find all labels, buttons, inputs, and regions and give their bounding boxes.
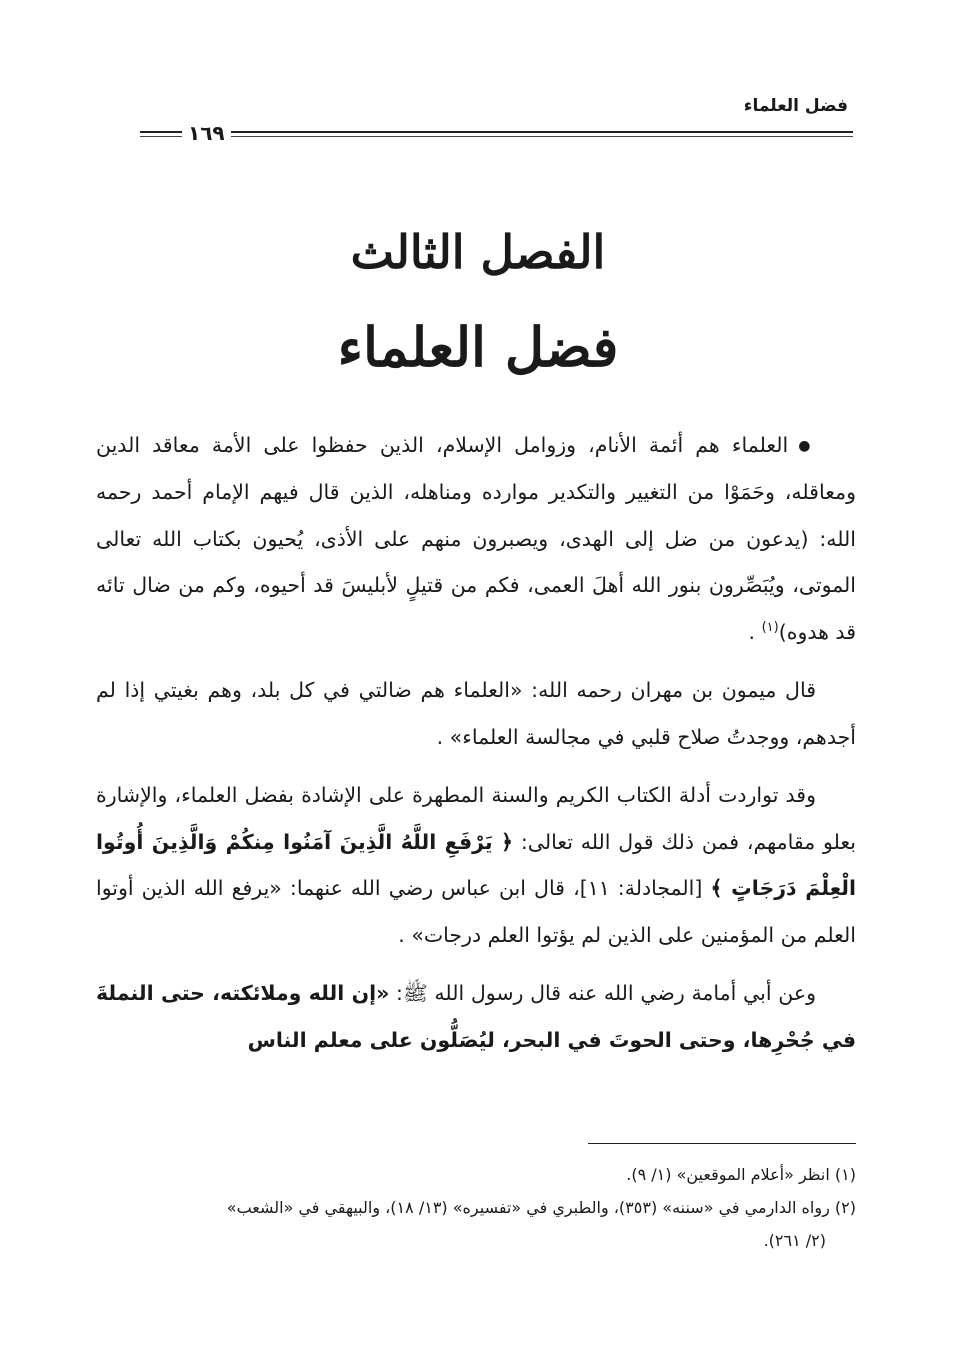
footnotes (96, 1158, 856, 1257)
chapter-label: الفصل الثالث (350, 225, 606, 279)
paragraph-3-text-b: [المجادلة: ١١]، قال ابن عباس رضي الله عنهما: «يرفع الله الذين أوتوا العلم من المؤمنين على الذين لم يؤتوا العلم درجات» . (96, 876, 856, 947)
bullet-icon: ● (798, 437, 816, 454)
page-number: ١٦٩ (182, 122, 231, 144)
paragraph-1-end: . (748, 619, 762, 644)
footnote-ref-1[interactable]: (١) (761, 619, 779, 635)
quran-verse: ﴿ يَرْفَعِ اللَّهُ الَّذِينَ آمَنُوا مِنكُمْ وَالَّذِينَ أُوتُوا الْعِلْمَ دَرَجَاتٍ ﴾ (96, 829, 856, 901)
hadith-text: «إن الله وملائكته، حتى النملةَ في جُحْرِها، وحتى الحوتَ في البحر، ليُصَلُّون على معلم الناس (96, 981, 856, 1052)
paragraph-3 (96, 772, 856, 958)
paragraph-4-text-a: وعن أبي أمامة رضي الله عنه قال رسول الله ﷺ: (389, 981, 816, 1006)
chapter-title: فضل العلماء (337, 315, 619, 379)
footnote-1: (١) انظر «أعلام الموقعين» (١/ ٩). (626, 1165, 856, 1184)
footnote-2-continued: (٢/ ٢٦١). (763, 1231, 826, 1250)
header-rule-lines (140, 131, 853, 137)
header-rule (140, 121, 853, 145)
footnote-rule (588, 1143, 856, 1144)
paragraph-3-text-a: وقد تواردت أدلة الكتاب الكريم والسنة المطهرة على الإشادة بفضل العلماء، والإشارة بعلو مقامهم، فمن ذلك قول الله تعالى: (96, 783, 856, 854)
running-head-title: فضل العلماء (743, 96, 848, 116)
body-text (96, 422, 856, 1075)
paragraph-2: قال ميمون بن مهران رحمه الله: «العلماء هم ضالتي في كل بلد، وهم بغيتي إذا لم أجدهم، ووجدتُ صلاح قلبي في مجالسة العلماء» . (96, 678, 856, 749)
paragraph-1-text: العلماء هم أئمة الأنام، وزوامل الإسلام، الذين حفظوا على الأمة معاقد الدين ومعاقله، وحَمَوْا من التغيير والتكدير موارده ومناهله، الذين قال فيهم الإمام أحمد رحمه الله: (يدعون من ضل إلى الهدى، ويصبرون منهم على الأذى، يُحيون بكتاب الله تعالى الموتى، ويُبَصِّرون بنور الله أهلَ العمى، فكم من قتيلٍ لأبليسَ قد أحيوه، وكم من ضال تائه قد هدوه) (96, 433, 856, 644)
paragraph-4 (96, 970, 856, 1063)
paragraph-1 (96, 422, 856, 655)
footnote-2: (٢) رواه الدارمي في «سننه» (٣٥٣)، والطبري في «تفسيره» (١٣/ ١٨)، والبيهقي في «الشعب» (226, 1198, 856, 1217)
